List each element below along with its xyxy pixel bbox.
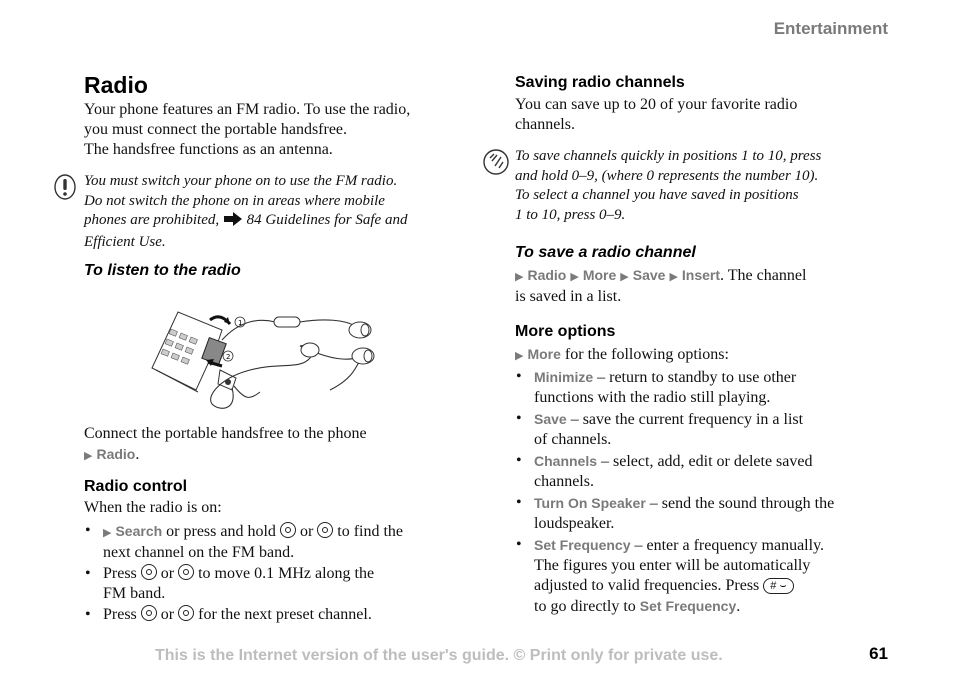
list-item <box>515 535 885 617</box>
menu-item-search[interactable]: Search <box>115 523 163 539</box>
list-text: next channel on the FM band. <box>103 544 295 561</box>
menu-arrow-icon: ▶ <box>570 271 579 283</box>
list-item <box>84 605 464 625</box>
more-options-intro <box>515 344 729 366</box>
saving-heading: Saving radio channels <box>515 74 685 91</box>
menu-arrow-icon: ▶ <box>84 450 93 462</box>
nav-up-key-icon <box>141 605 157 621</box>
note-line: You must switch your phone on to use the FM radio. <box>84 173 398 189</box>
menu-arrow-icon: ▶ <box>103 527 112 539</box>
nav-left-key-icon <box>280 522 296 538</box>
connect-text: Connect the portable handsfree to the phone <box>84 425 367 442</box>
list-text: for the next preset channel. <box>198 606 372 623</box>
option-text: The figures you enter will be automatically <box>534 557 811 574</box>
reference-arrow-icon <box>223 212 243 233</box>
menu-item-more[interactable]: More <box>527 346 561 362</box>
intro-line: you must connect the portable handsfree. <box>84 121 348 138</box>
option-text: – return to standby to use other <box>593 369 797 386</box>
note-line: Efficient Use. <box>84 233 166 250</box>
list-text: or <box>160 565 175 582</box>
list-text: Press <box>103 606 137 623</box>
intro-line: The handsfree functions as an antenna. <box>84 141 333 158</box>
menu-arrow-icon: ▶ <box>669 271 678 283</box>
listen-heading: To listen to the radio <box>84 262 241 279</box>
radio-control-heading: Radio control <box>84 478 188 495</box>
list-item <box>84 564 464 604</box>
option-text: of channels. <box>534 431 612 448</box>
note-line <box>84 211 459 233</box>
section-header: Entertainment <box>773 19 888 38</box>
tip-line: and hold 0–9, (where 0 represents the number 10). <box>515 167 819 184</box>
tip-line: To save channels quickly in positions 1 to 10, press <box>515 148 822 164</box>
option-text: adjusted to valid frequencies. Press <box>534 577 760 594</box>
list-text: or press and hold <box>166 523 276 540</box>
list-item <box>515 409 885 450</box>
option-text: – enter a frequency manually. <box>630 537 825 554</box>
list-text: Press <box>103 565 137 582</box>
radio-control-intro: When the radio is on: <box>84 499 222 516</box>
list-text: or <box>299 523 314 540</box>
list-item <box>515 451 885 492</box>
tip-icon <box>482 149 510 180</box>
menu-item-radio[interactable]: Radio <box>527 267 567 283</box>
list-text: or <box>160 606 175 623</box>
footer-notice: This is the Internet version of the user's guide. © Print only for private use. <box>155 647 723 664</box>
list-text: FM band. <box>103 585 166 602</box>
saving-line: channels. <box>515 116 575 133</box>
intro-line: Your phone features an FM radio. To use the radio, <box>84 101 411 118</box>
menu-item-save[interactable]: Save <box>632 267 666 283</box>
hash-key-icon: # ⌣ <box>763 578 793 594</box>
more-intro-text: for the following options: <box>564 346 729 363</box>
saving-paragraph <box>515 95 885 135</box>
option-text: channels. <box>534 473 594 490</box>
tip-line: 1 to 10, press 0–9. <box>515 206 626 223</box>
more-options-list <box>515 367 885 617</box>
option-text <box>534 576 885 596</box>
connect-path <box>84 444 464 466</box>
page-reference-link[interactable]: 84 Guidelines for Safe and <box>246 212 408 228</box>
menu-path <box>515 265 885 287</box>
list-text: to find the <box>337 523 404 540</box>
warning-icon <box>54 174 76 205</box>
menu-arrow-icon: ▶ <box>515 271 524 283</box>
note-line: Do not switch the phone on in areas where mobile <box>84 192 385 209</box>
list-text: to move 0.1 MHz along the <box>198 565 375 582</box>
nav-left-key-icon <box>141 564 157 580</box>
note-text: phones are prohibited, <box>84 212 220 228</box>
menu-item-insert[interactable]: Insert <box>681 267 721 283</box>
connect-instruction <box>84 424 464 466</box>
path-result: is saved in a list. <box>515 288 622 305</box>
save-channel-steps <box>515 265 885 307</box>
page-number: 61 <box>869 644 888 663</box>
saving-line: You can save up to 20 of your favorite radio <box>515 96 798 113</box>
page-title: Radio <box>84 72 148 98</box>
option-text: loudspeaker. <box>534 515 615 532</box>
nav-right-key-icon <box>178 564 194 580</box>
option-text: to go directly to <box>534 598 636 615</box>
list-item <box>84 521 464 563</box>
intro-paragraph <box>84 100 464 160</box>
list-item <box>515 493 885 534</box>
svg-text:1: 1 <box>238 319 243 327</box>
option-text: functions with the radio still playing. <box>534 389 771 406</box>
option-turn-on-speaker[interactable]: Turn On Speaker <box>534 495 646 511</box>
menu-item-more[interactable]: More <box>582 267 617 283</box>
period: . <box>135 446 140 463</box>
list-item <box>515 367 885 408</box>
radio-control-list <box>84 521 464 625</box>
path-tail: . The channel <box>720 267 807 284</box>
save-channel-heading: To save a radio channel <box>515 244 696 261</box>
menu-arrow-icon: ▶ <box>515 350 524 362</box>
option-text: – save the current frequency in a list <box>566 411 804 428</box>
option-set-frequency-link[interactable]: Set Frequency <box>639 598 737 614</box>
option-text <box>534 596 885 617</box>
option-set-frequency[interactable]: Set Frequency <box>534 537 631 553</box>
option-text: – select, add, edit or delete saved <box>597 453 813 470</box>
option-minimize[interactable]: Minimize <box>534 369 594 385</box>
period: . <box>736 598 741 615</box>
tip-note <box>515 147 885 225</box>
nav-right-key-icon <box>317 522 333 538</box>
menu-arrow-icon: ▶ <box>620 271 629 283</box>
option-text: – send the sound through the <box>645 495 835 512</box>
handsfree-illustration <box>150 300 390 420</box>
nav-down-key-icon <box>178 605 194 621</box>
more-options-heading: More options <box>515 323 616 340</box>
option-save[interactable]: Save <box>534 411 567 427</box>
tip-line: To select a channel you have saved in positions <box>515 187 799 203</box>
warning-note <box>84 172 459 252</box>
svg-text:2: 2 <box>226 353 231 361</box>
menu-item-radio[interactable]: Radio <box>96 446 136 462</box>
option-channels[interactable]: Channels <box>534 453 598 469</box>
